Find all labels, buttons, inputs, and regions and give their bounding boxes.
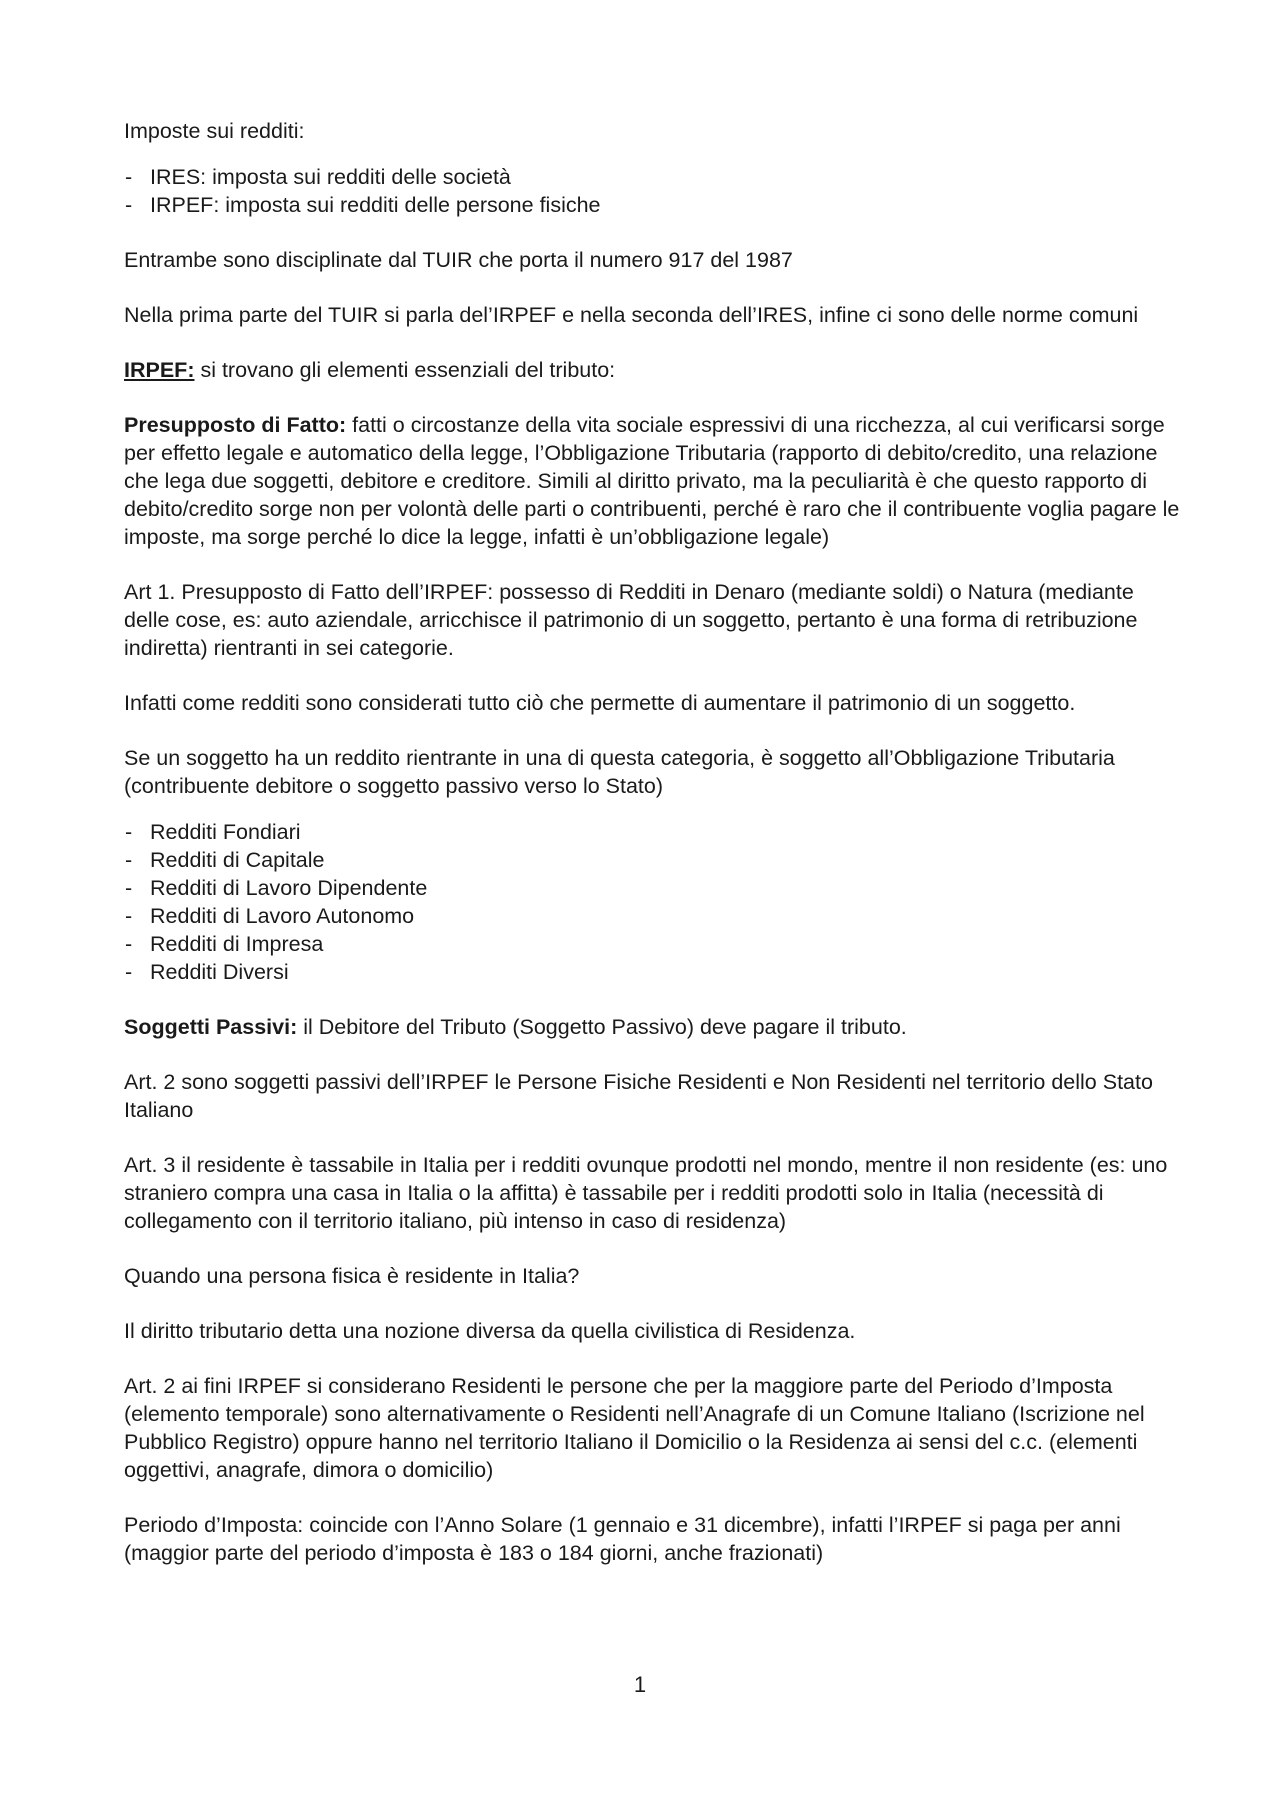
list-item: - IRPEF: imposta sui redditi delle persone fisiche xyxy=(125,193,601,217)
dash-bullet-icon: - xyxy=(125,848,133,872)
list-item: - IRES: imposta sui redditi delle società xyxy=(125,165,511,189)
list-item: - Redditi Fondiari xyxy=(125,820,301,844)
paragraph-art2-fini: Art. 2 ai fini IRPEF si considerano Residenti le persone che per la maggiore parte del Periodo d’Imposta (elemento temporale) sono alternativamente o Residenti nell’Anagrafe di un Comune Italiano (Iscrizione nel Pubblico Registro) oppure hanno nel territorio Italiano il Domicilio o la Residenza ai sensi del c.c. (elementi oggettivi, anagrafe, dimora o domicilio) xyxy=(124,1374,1145,1482)
dash-bullet-icon: - xyxy=(125,932,133,956)
paragraph-parts: Nella prima parte del TUIR si parla del’IRPEF e nella seconda dell’IRES, infine ci sono delle norme comuni xyxy=(124,303,1139,327)
paragraph-art3: Art. 3 il residente è tassabile in Italia per i redditi ovunque prodotti nel mondo, mentre il non residente (es: uno straniero compra una casa in Italia o la affitta) è tassabile per i redditi prodotti solo in Italia (necessità di collegamento con il territorio italiano, più intenso in caso di residenza) xyxy=(124,1153,1168,1233)
dash-bullet-icon: - xyxy=(125,876,133,900)
paragraph-art2: Art. 2 sono soggetti passivi dell’IRPEF le Persone Fisiche Residenti e Non Residenti nel territorio dello Stato Italiano xyxy=(124,1070,1153,1122)
document-page xyxy=(124,117,1180,1567)
paragraph-irpef-heading: IRPEF: si trovano gli elementi essenziali del tributo: xyxy=(124,358,616,382)
paragraph-infatti: Infatti come redditi sono considerati tutto ciò che permette di aumentare il patrimonio di un soggetto. xyxy=(124,691,1076,715)
presupposto-label: Presupposto di Fatto: xyxy=(124,413,347,437)
paragraph-presupposto: Presupposto di Fatto: fatti o circostanze della vita sociale espressivi di una ricchezza, al cui verificarsi sorge per effetto legale e automatico della legge, l’Obbligazione Tributaria (rapporto di debito/credito, una relazione che lega due soggetti, debitore e creditore. Simili al diritto privato, ma la peculiarità è che questo rapporto di debito/credito sorge non per volontà delle parti o contribuenti, perché è raro che il contribuente voglia pagare le imposte, ma sorge perché lo dice la legge, infatti è un’obbligazione legale) xyxy=(124,413,1180,549)
dash-bullet-icon: - xyxy=(125,193,133,217)
categories-list xyxy=(124,818,1180,986)
paragraph-diritto: Il diritto tributario detta una nozione diversa da quella civilistica di Residenza. xyxy=(124,1319,856,1343)
dash-bullet-icon: - xyxy=(125,904,133,928)
paragraph-soggetti: Soggetti Passivi: il Debitore del Tributo (Soggetto Passivo) deve pagare il tributo. xyxy=(124,1015,907,1039)
list-item: - Redditi di Lavoro Dipendente xyxy=(125,876,428,900)
paragraph-art1: Art 1. Presupposto di Fatto dell’IRPEF: possesso di Redditi in Denaro (mediante soldi) o Natura (mediante delle cose, es: auto aziendale, arricchisce il patrimonio di un soggetto, pertanto è una forma di retribuzione indiretta) rientranti in sei categorie. xyxy=(124,580,1138,660)
list-item: - Redditi Diversi xyxy=(125,960,289,984)
dash-bullet-icon: - xyxy=(125,165,133,189)
paragraph-tuir: Entrambe sono disciplinate dal TUIR che porta il numero 917 del 1987 xyxy=(124,248,793,272)
page-number: 1 xyxy=(633,1672,647,1697)
dash-bullet-icon: - xyxy=(125,820,133,844)
paragraph-quando: Quando una persona fisica è residente in Italia? xyxy=(124,1264,580,1288)
list-item: - Redditi di Lavoro Autonomo xyxy=(125,904,415,928)
paragraph-se: Se un soggetto ha un reddito rientrante in una di questa categoria, è soggetto all’Obbligazione Tributaria (contribuente debitore o soggetto passivo verso lo Stato) xyxy=(124,746,1115,798)
taxes-list xyxy=(124,163,1180,219)
list-item: - Redditi di Capitale xyxy=(125,848,325,872)
irpef-label: IRPEF: xyxy=(124,358,195,382)
soggetti-label: Soggetti Passivi: xyxy=(124,1015,298,1039)
paragraph-periodo: Periodo d’Imposta: coincide con l’Anno Solare (1 gennaio e 31 dicembre), infatti l’IRPEF si paga per anni (maggior parte del periodo d’imposta è 183 o 184 giorni, anche frazionati) xyxy=(124,1513,1121,1565)
dash-bullet-icon: - xyxy=(125,960,133,984)
document-title: Imposte sui redditi: xyxy=(124,119,305,143)
list-item: - Redditi di Impresa xyxy=(125,932,324,956)
